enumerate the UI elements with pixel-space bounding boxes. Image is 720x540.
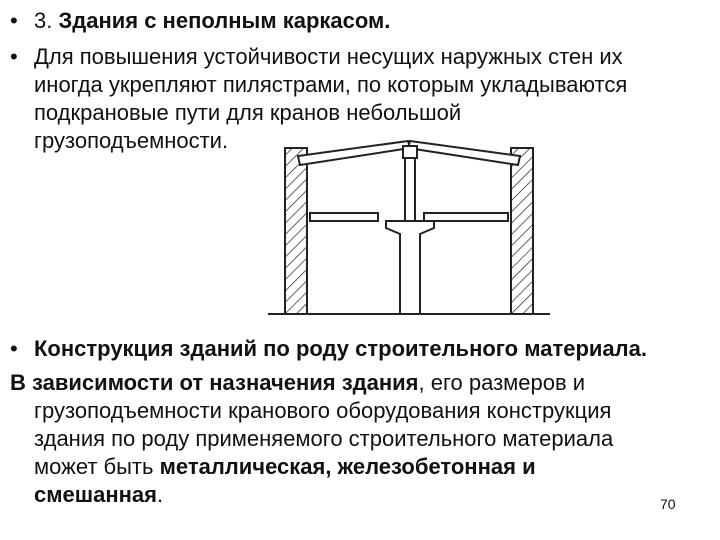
column-head: [403, 146, 417, 158]
roof-left: [298, 141, 410, 165]
item2-line4: грузоподъемности.: [34, 128, 229, 153]
item2-line3: подкрановые пути для кранов небольшой: [34, 100, 462, 125]
paragraph-text-5: .: [156, 482, 164, 507]
item2-line1: Для повышения устойчивости несущих наружных стен их: [34, 44, 623, 69]
paragraph-bold-5: смешанная: [34, 482, 157, 507]
paragraph-line3: здания по роду применяемого строительного материала: [34, 426, 614, 451]
paragraph-bold-4: металлическая, железобетонная и: [159, 454, 536, 479]
roof-right: [408, 141, 520, 165]
item1-prefix: 3.: [34, 8, 59, 33]
paragraph-text-4: может быть: [34, 454, 160, 479]
crane-beam-left: [310, 213, 378, 221]
paragraph-line1: [10, 370, 585, 396]
item1-heading: Здания с неполным каркасом.: [58, 8, 391, 33]
paragraph-line5: [34, 482, 163, 508]
item3-heading: Конструкция зданий по роду строительного материала.: [34, 336, 647, 361]
building-section-diagram: [268, 138, 558, 320]
crane-beam-right: [424, 213, 508, 221]
left-wall: [285, 148, 307, 314]
paragraph-bold-1: В зависимости от назначения здания: [10, 370, 419, 395]
column-corbel: [386, 221, 434, 314]
paragraph-text-1: , его размеров и: [418, 370, 586, 395]
item2-line2: иногда укрепляют пилястрами, по которым укладываются: [34, 72, 628, 97]
item3-line: [34, 336, 647, 362]
bullet-marker: •: [10, 336, 18, 361]
bullet-marker: •: [10, 44, 18, 69]
right-wall: [511, 148, 533, 314]
item1-line: [34, 8, 390, 34]
bullet-marker: •: [10, 8, 18, 33]
paragraph-line4: [34, 454, 536, 480]
paragraph-line2: грузоподъемности кранового оборудования конструкция: [34, 398, 612, 423]
page-number: 70: [660, 496, 676, 512]
